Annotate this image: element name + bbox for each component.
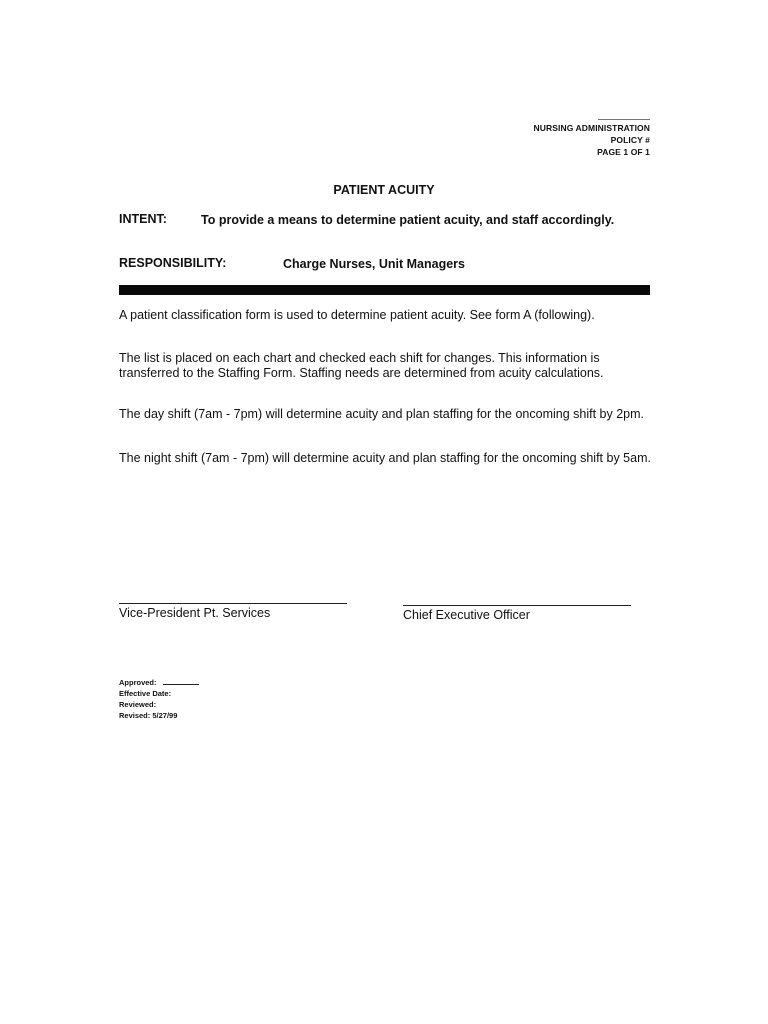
footer-reviewed: Reviewed:	[119, 700, 157, 709]
header-department: NURSING ADMINISTRATION	[533, 123, 650, 133]
section-divider	[119, 285, 650, 295]
footer-revised: Revised: 5/27/99	[119, 711, 178, 720]
responsibility-label: RESPONSIBILITY:	[119, 256, 227, 270]
header-rule	[598, 119, 650, 120]
signature-label-left: Vice-President Pt. Services	[119, 606, 271, 620]
header-policy-number: POLICY #	[610, 135, 650, 145]
paragraph-night-shift: The night shift (7am - 7pm) will determine acuity and plan staffing for the oncoming shift by 5am.	[119, 451, 651, 465]
approval-footer	[119, 677, 199, 721]
intent-text: To provide a means to determine patient acuity, and staff accordingly.	[201, 213, 615, 227]
signature-line-right	[403, 605, 631, 606]
approved-blank-line	[163, 678, 199, 685]
policy-header	[534, 122, 650, 158]
footer-approved-row	[119, 677, 199, 688]
footer-approved: Approved:	[119, 678, 157, 687]
paragraph-classification: A patient classification form is used to determine patient acuity. See form A (following).	[119, 308, 595, 322]
page-title: PATIENT ACUITY	[333, 183, 435, 197]
paragraph-day-shift: The day shift (7am - 7pm) will determine acuity and plan staffing for the oncoming shift by 2pm.	[119, 407, 645, 421]
signature-label-right: Chief Executive Officer	[403, 608, 530, 622]
responsibility-text: Charge Nurses, Unit Managers	[283, 257, 465, 271]
footer-effective: Effective Date:	[119, 689, 172, 698]
header-page-count: PAGE 1 OF 1	[597, 147, 650, 157]
paragraph-list: The list is placed on each chart and checked each shift for changes. This information is transferred to the Staffing Form. Staffing needs are determined from acuity calculations.	[119, 351, 604, 380]
signature-line-left	[119, 603, 347, 604]
intent-label: INTENT:	[119, 212, 167, 226]
